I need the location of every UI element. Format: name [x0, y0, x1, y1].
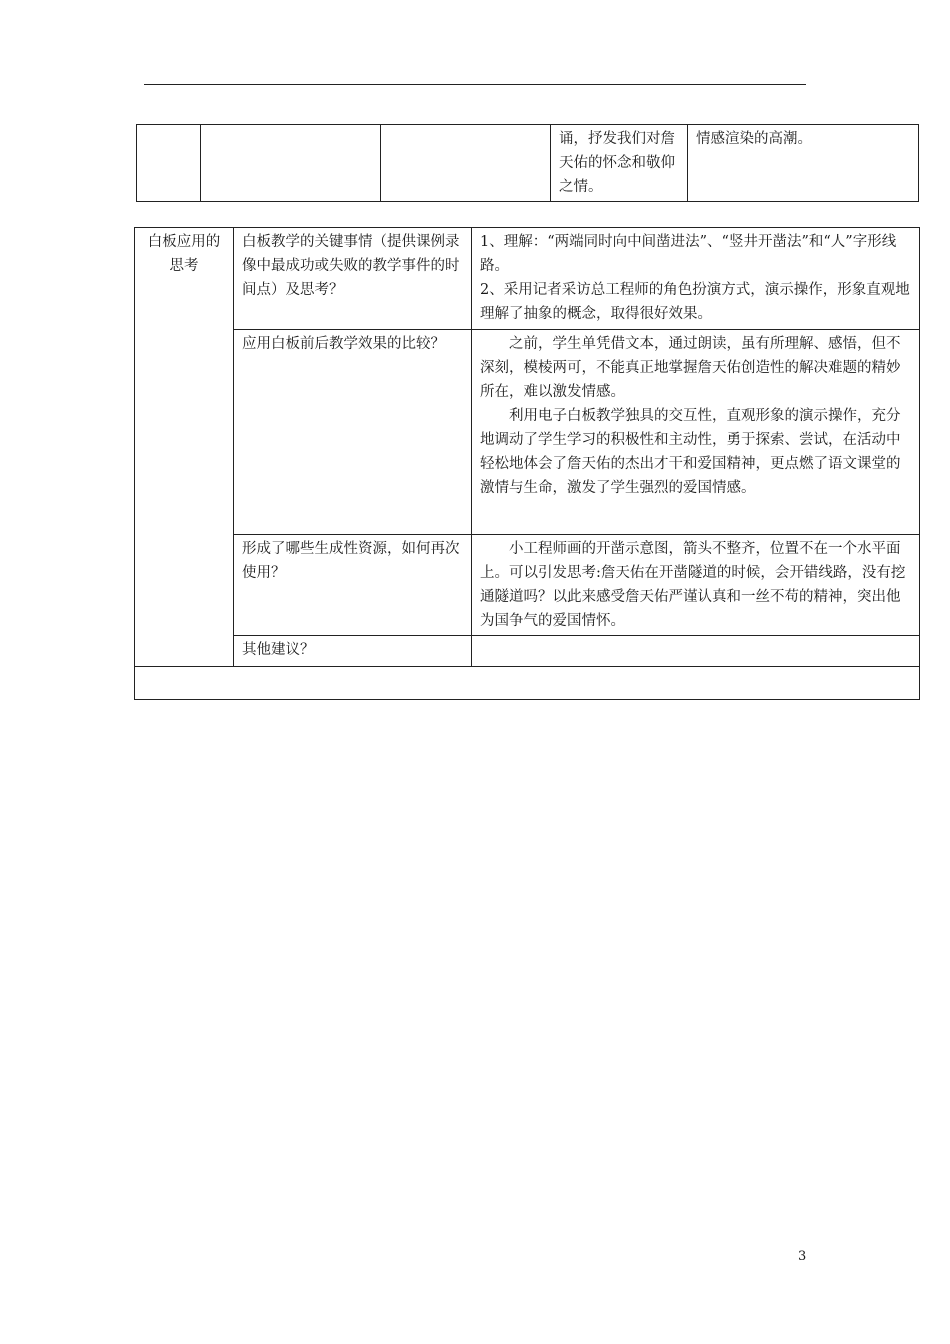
table-cell: 诵，抒发我们对詹天佑的怀念和敬仰之情。 — [551, 125, 688, 202]
table-row — [135, 330, 920, 535]
header-rule — [144, 84, 806, 85]
table-cell: 情感渲染的高潮。 — [688, 125, 919, 202]
table-row — [135, 228, 920, 330]
page-number: 3 — [798, 1249, 807, 1264]
answer-paragraph: 之前，学生单凭借文本，通过朗读，虽有所理解、感悟，但不深刻，模棱两可，不能真正地掌握詹天佑创造性的解决难题的精妙所在，难以激发情感。 — [480, 336, 901, 400]
section-label: 白板应用的思考 — [135, 228, 234, 667]
answer-line: 2、采用记者采访总工程师的角色扮演方式，演示操作，形象直观地理解了抽象的概念，取得很好效果。 — [480, 282, 910, 322]
answer-cell — [472, 636, 920, 667]
reflection-table — [134, 227, 920, 700]
answer-paragraph: 利用电子白板教学独具的交互性，直观形象的演示操作，充分地调动了学生学习的积极性和主动性，勇于探索、尝试，在活动中轻松地体会了詹天佑的杰出才干和爱国精神，更点燃了语文课堂的激情与生命，激发了学生强烈的爱国情感。 — [480, 408, 901, 496]
answer-cell — [472, 330, 920, 535]
answer-cell — [472, 228, 920, 330]
question-cell: 白板教学的关键事情（提供课例录像中最成功或失败的教学事件的时间点）及思考？ — [234, 228, 472, 330]
empty-footer-cell — [135, 667, 920, 700]
answer-cell — [472, 535, 920, 636]
table-row — [135, 535, 920, 636]
table-row — [137, 125, 919, 202]
answer-line: 1、理解：“两端同时向中间凿进法”、“竖井开凿法”和“人”字形线路。 — [480, 234, 897, 274]
table-row — [135, 636, 920, 667]
table-row — [135, 667, 920, 700]
table-cell — [381, 125, 551, 202]
question-cell: 形成了哪些生成性资源，如何再次使用？ — [234, 535, 472, 636]
table-cell — [201, 125, 381, 202]
answer-paragraph: 小工程师画的开凿示意图，箭头不整齐，位置不在一个水平面上。可以引发思考:詹天佑在开凿隧道的时候，会开错线路，没有挖通隧道吗？以此来感受詹天佑严谨认真和一丝不苟的精神，突出他为国争气的爱国情怀。 — [480, 541, 906, 629]
question-cell: 其他建议？ — [234, 636, 472, 667]
question-cell: 应用白板前后教学效果的比较？ — [234, 330, 472, 535]
continued-table — [136, 124, 919, 202]
table-cell — [137, 125, 201, 202]
